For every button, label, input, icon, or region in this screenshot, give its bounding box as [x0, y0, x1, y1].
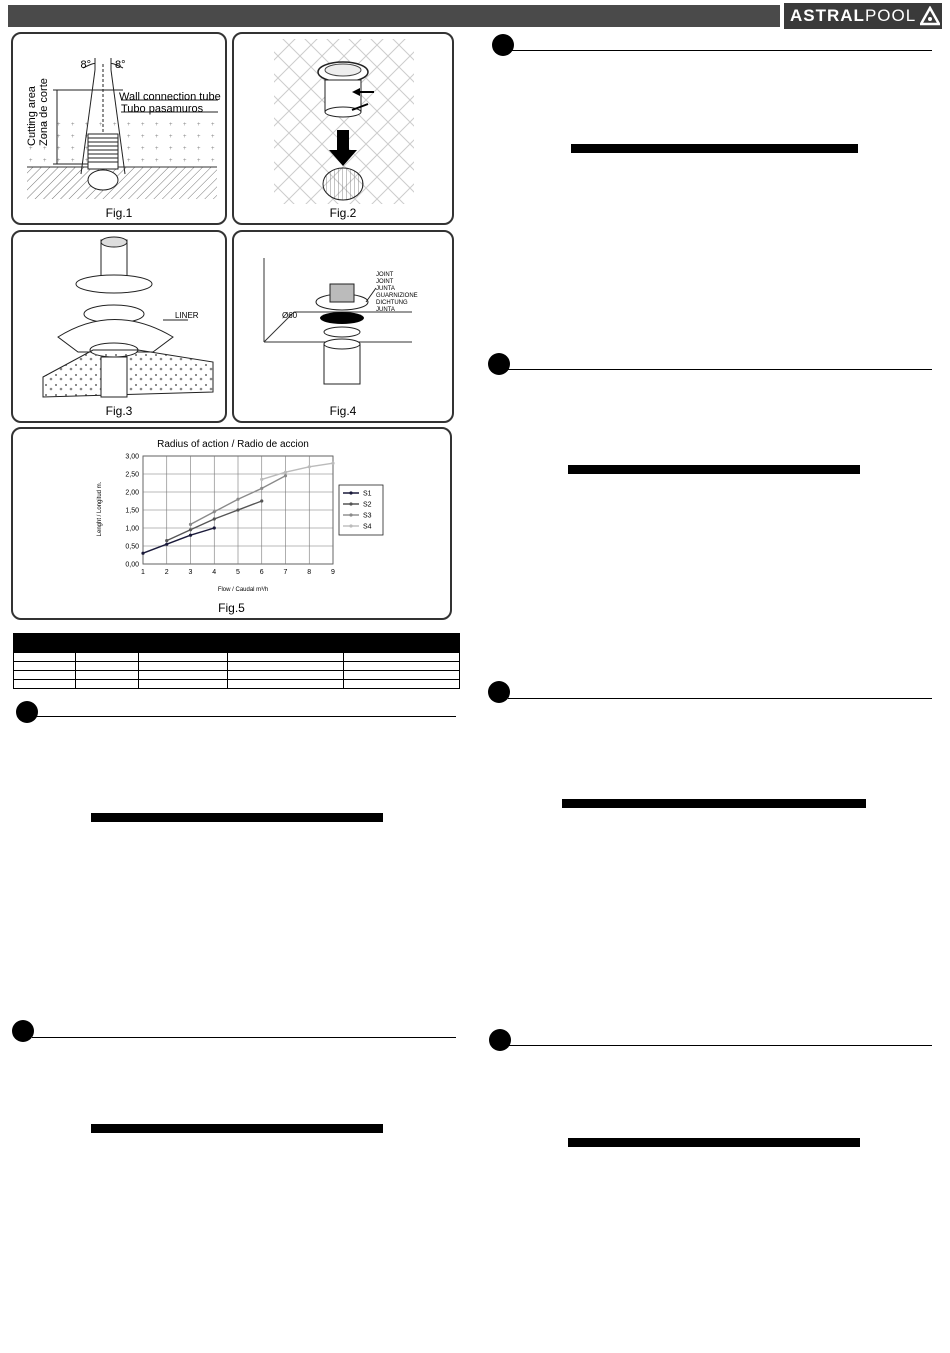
chart-y-tick-label: 3,00 [125, 453, 139, 461]
fig1-cutting-label-en: Cutting area [26, 86, 38, 146]
section-heading-bar-left-2 [91, 1124, 383, 1133]
chart-series-line-s4 [262, 463, 333, 479]
section-rule-left-2 [32, 1037, 456, 1038]
figure-1-panel [11, 32, 227, 225]
figure-3-panel [11, 230, 227, 423]
section-marker-left-1 [16, 701, 38, 723]
figure-4-panel [232, 230, 454, 423]
spec-table [13, 633, 460, 689]
logo-triangle-icon [920, 6, 940, 26]
chart-x-tick-label: 3 [188, 569, 193, 576]
chart-x-tick-label: 8 [307, 569, 312, 576]
chart-y-tick-label: 1,50 [125, 507, 139, 515]
section-rule-right-2 [508, 369, 932, 370]
fig4-diameter-label: Ø60 [282, 311, 298, 320]
fig4-joint-line-1: JOINT [376, 272, 394, 278]
chart-point-s4 [331, 462, 334, 465]
fig4-joint-line-4: GUARNIZIONE [376, 293, 418, 299]
header-bar [8, 5, 780, 27]
fig1-caption: Fig.1 [105, 206, 133, 220]
table-row [14, 653, 460, 662]
fig4-drawing [234, 232, 452, 402]
logo-text-bold: ASTRAL [790, 6, 865, 25]
chart-y-tick-label: 0,00 [125, 561, 139, 569]
chart-x-tick-label: 6 [259, 569, 264, 576]
chart-y-tick-label: 2,50 [125, 471, 139, 479]
fig4-joint-line-6: JUNTA [376, 307, 395, 313]
section-rule-right-1 [512, 50, 932, 51]
chart-series-line-s1 [143, 528, 214, 553]
chart-x-tick-label: 5 [236, 569, 240, 576]
chart-point-s4 [260, 478, 263, 481]
fig2-drawing [234, 34, 452, 204]
chart-legend-marker-s4 [349, 524, 352, 527]
chart-x-tick-label: 4 [212, 569, 217, 576]
section-heading-bar-right-3 [562, 799, 866, 808]
section-heading-bar-right-2 [568, 465, 860, 474]
chart-point-s1 [165, 543, 168, 546]
table-row [14, 671, 460, 680]
chart-x-tick-label: 9 [331, 569, 335, 576]
chart-legend-marker-s1 [349, 491, 352, 494]
fig3-caption: Fig.3 [105, 404, 133, 418]
fig1-angle-right: 8° [115, 59, 126, 71]
chart-legend-label-s4: S4 [363, 523, 372, 531]
table-row [14, 680, 460, 689]
section-rule-right-4 [509, 1045, 932, 1046]
fig1-tube-label-es: Tubo pasamuros [121, 103, 204, 115]
chart-point-s3 [213, 510, 216, 513]
chart-y-axis-label: Lenght / Longitud m. [97, 481, 103, 537]
fig3-drawing [13, 232, 225, 402]
section-marker-right-2 [488, 353, 510, 375]
section-heading-bar-left-1 [91, 813, 383, 822]
chart-legend-marker-s3 [349, 513, 352, 516]
radius-chart [13, 429, 450, 597]
section-rule-right-3 [508, 698, 932, 699]
figure-2-panel [232, 32, 454, 225]
chart-x-axis-label: Flow / Caudal m³/h [217, 587, 269, 593]
spec-table-header [14, 634, 460, 653]
chart-point-s2 [213, 517, 216, 520]
chart-x-tick-label: 1 [141, 569, 145, 576]
chart-point-s2 [236, 508, 239, 511]
fig2-caption: Fig.2 [329, 206, 357, 220]
chart-point-s4 [308, 465, 311, 468]
chart-point-s3 [260, 487, 263, 490]
section-marker-right-1 [492, 34, 514, 56]
fig5-caption: Fig.5 [218, 601, 245, 615]
figure-5-panel [11, 427, 452, 620]
fig1-tube-label-en: Wall connection tube [119, 91, 221, 103]
fig3-liner-label: LINER [175, 311, 199, 320]
chart-legend-marker-s2 [349, 502, 352, 505]
fig4-joint-line-5: DICHTUNG [376, 300, 408, 306]
chart-point-s1 [141, 552, 144, 555]
chart-point-s1 [189, 534, 192, 537]
fig1-angle-left: 8° [80, 59, 91, 71]
section-heading-bar-right-1 [571, 144, 858, 153]
fig4-joint-line-2: JOINT [376, 279, 394, 285]
chart-legend-label-s3: S3 [363, 512, 372, 520]
section-heading-bar-right-4 [568, 1138, 860, 1147]
chart-point-s2 [165, 539, 168, 542]
fig1-cutting-label-es: Zona de corte [38, 78, 50, 146]
chart-y-tick-label: 2,00 [125, 489, 139, 497]
chart-point-s4 [284, 471, 287, 474]
fig4-caption: Fig.4 [329, 404, 357, 418]
chart-y-tick-label: 1,00 [125, 525, 139, 533]
chart-point-s2 [189, 528, 192, 531]
table-row [14, 662, 460, 671]
astralpool-logo [784, 3, 942, 29]
chart-y-tick-label: 0,50 [125, 543, 139, 551]
chart-title: Radius of action / Radio de accion [157, 439, 309, 450]
section-marker-right-4 [489, 1029, 511, 1051]
chart-x-tick-label: 7 [283, 569, 288, 576]
chart-point-s2 [260, 499, 263, 502]
chart-point-s1 [213, 526, 216, 529]
section-marker-left-2 [12, 1020, 34, 1042]
chart-point-s3 [284, 474, 287, 477]
section-marker-right-3 [488, 681, 510, 703]
fig4-joint-line-3: JUNTA [376, 286, 395, 292]
logo-text-light: POOL [864, 6, 917, 25]
section-rule-left-1 [36, 716, 456, 717]
chart-x-tick-label: 2 [164, 569, 169, 576]
chart-point-s3 [236, 498, 239, 501]
fig1-drawing [13, 34, 225, 204]
chart-point-s3 [189, 523, 192, 526]
chart-legend-label-s1: S1 [363, 490, 372, 498]
chart-legend-label-s2: S2 [363, 501, 372, 509]
